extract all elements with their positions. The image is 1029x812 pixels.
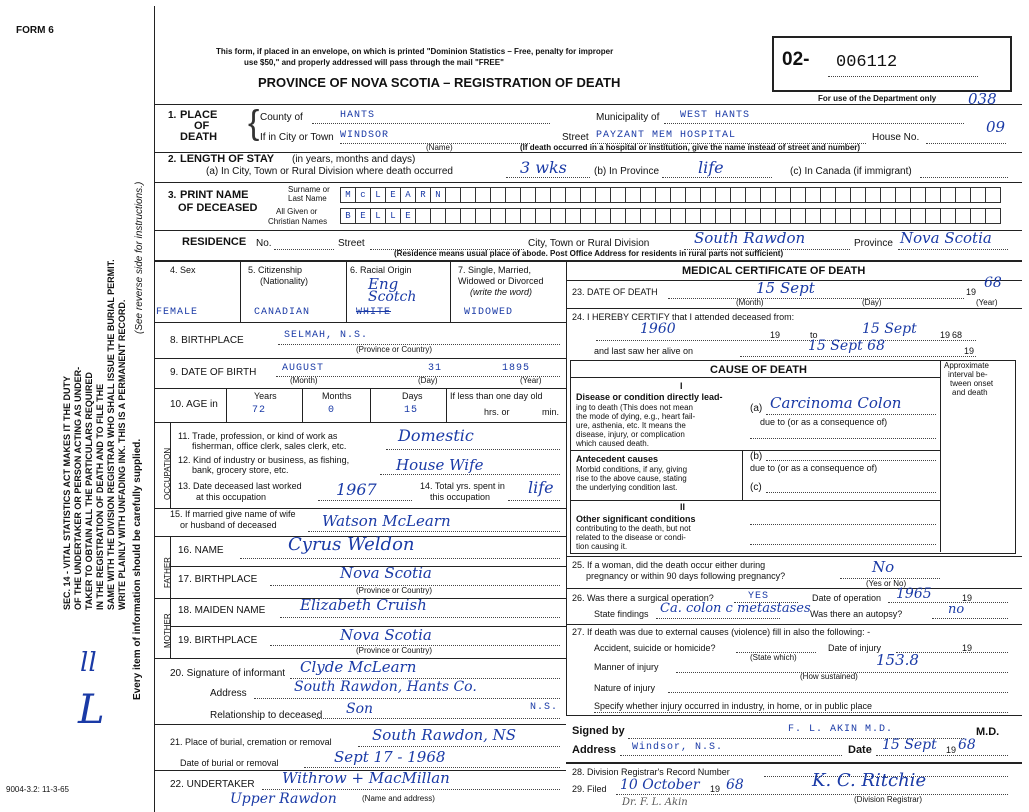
side-line-5: SAME WITH THE DIVISION REGISTRAR WHO SHALL ISSUE THE BURIAL PERMIT.	[106, 259, 116, 610]
other-conditions-label-3: related to the disease or condi-	[576, 533, 686, 542]
due-to-label-1: due to (or as a consequence of)	[760, 417, 888, 427]
direct-cause-label-1: Disease or condition directly lead-	[576, 392, 723, 402]
stay-province-value: life	[698, 158, 724, 177]
place-num: 1.	[168, 110, 177, 121]
certifier-address-value: Windsor, N.S.	[632, 742, 724, 753]
dob-month-caption: (Month)	[290, 376, 318, 385]
interval-label-3: tween onset	[950, 379, 994, 388]
surname-label-2: Last Name	[288, 194, 327, 203]
burial-date-label: Date of burial or removal	[180, 758, 279, 768]
due-to-label-2: due to (or as a consequence of)	[750, 463, 878, 473]
informant-address-label: Address	[210, 688, 247, 699]
father-side-label: FATHER	[163, 557, 172, 588]
marital-label-3: (write the word)	[470, 287, 533, 297]
antecedent-label-3: rise to the above cause, stating	[576, 474, 687, 483]
manner-label: Manner of injury	[594, 662, 659, 672]
registrar-caption: (Division Registrar)	[854, 795, 923, 804]
mail-notice-line1: This form, if placed in an envelope, on which is printed "Dominion Statistics – Free, penalty for improper	[216, 47, 614, 56]
total-years-value: life	[528, 478, 554, 497]
death-month-caption: (Month)	[736, 298, 764, 307]
specify-label: Specify whether injury occurred in industry, in home, or in public place	[594, 701, 872, 711]
burial-place-value: South Rawdon, NS	[372, 726, 517, 744]
margin-mark-1: ll	[80, 648, 97, 678]
side-line-2: OF THE UNDERTAKER OR PERSON ACTING AS UNDER-	[73, 366, 83, 610]
antecedent-label-4: the underlying condition last.	[576, 483, 678, 492]
county-value: HANTS	[340, 110, 376, 121]
racial-hw-2: Scotch	[368, 289, 417, 305]
department-code-1: 038	[968, 90, 997, 108]
cause-a-label: (a)	[750, 403, 763, 414]
margin-rule	[154, 6, 155, 812]
municipality-label: Municipality of	[596, 112, 660, 123]
burial-place-label: 21. Place of burial, cremation or removal	[170, 737, 332, 747]
death-date-label: 23. DATE OF DEATH	[572, 287, 658, 297]
given-char: E	[356, 208, 371, 224]
attendance-from: 1960	[640, 321, 676, 337]
filed-label: 29. Filed	[572, 784, 607, 794]
last-worked-label-1: 13. Date deceased last worked	[178, 481, 302, 491]
residence-city-value: South Rawdon	[694, 229, 806, 247]
racial-hw-1: Eng	[368, 275, 399, 293]
direct-cause-label-2: ing to death (This does not mean	[576, 403, 693, 412]
operation-date-value: 1965	[896, 586, 932, 602]
spouse-label-2: or husband of deceased	[180, 520, 277, 530]
surname-cells	[340, 187, 1001, 203]
father-name-label: 16. NAME	[178, 545, 224, 556]
record-number-label: 28. Division Registrar's Record Number	[572, 767, 730, 777]
part-one-label: I	[680, 381, 683, 391]
citizenship-value: CANADIAN	[254, 307, 311, 318]
father-birthplace-label: 17. BIRTHPLACE	[178, 574, 258, 585]
residence-no-label: No.	[256, 238, 272, 249]
attendance-year-prefix-2: 19	[940, 330, 951, 340]
cause-c-label: (c)	[750, 482, 762, 493]
given-label-2: Christian Names	[268, 217, 328, 226]
total-years-label-1: 14. Total yrs. spent in	[420, 481, 505, 491]
spouse-value: Watson McLearn	[322, 512, 451, 530]
side-line-3: TAKER TO OBTAIN ALL THE PARTICULARS REQUIRED	[84, 372, 94, 610]
pregnancy-label-1: 25. If a woman, did the death occur either during	[572, 560, 766, 570]
father-birthplace-caption: (Province or Country)	[356, 586, 433, 595]
trade-label-1: 11. Trade, profession, or kind of work as	[178, 431, 338, 441]
surname-char: c	[356, 187, 371, 203]
informant-address-value: South Rawdon, Hants Co.	[294, 679, 477, 695]
accident-label: Accident, suicide or homicide?	[594, 643, 716, 653]
city-label: If in City or Town	[260, 132, 334, 143]
total-years-label-2: this occupation	[430, 492, 491, 502]
residence-label: RESIDENCE	[182, 236, 247, 248]
last-seen-label: and last saw her alive on	[594, 346, 694, 356]
antecedent-label-1: Antecedent causes	[576, 454, 659, 464]
dob-label: 9. DATE OF BIRTH	[170, 367, 257, 378]
certifier-year-prefix: 19	[946, 745, 957, 755]
undertaker-address-value: Upper Rawdon	[230, 791, 337, 807]
father-name-value: Cyrus Weldon	[288, 534, 415, 555]
registration-number-box	[772, 36, 1012, 92]
given-char: L	[386, 208, 401, 224]
certifier-date-value: 15 Sept	[882, 737, 937, 753]
last-seen-value: 15 Sept 68	[808, 338, 885, 354]
birthplace-value: SELMAH, N.S.	[284, 330, 369, 341]
age-months-value: 0	[328, 405, 336, 416]
industry-label-1: 12. Kind of industry or business, as fishing,	[178, 455, 350, 465]
attendance-to-year: 68	[952, 330, 963, 340]
last-worked-value: 1967	[336, 480, 377, 499]
filed-year-prefix: 19	[710, 784, 721, 794]
surname-char: L	[371, 187, 386, 203]
direct-cause-label-6: which caused death.	[576, 439, 649, 448]
attendance-label: 24. I HEREBY CERTIFY that I attended deceased from:	[572, 312, 795, 322]
birthplace-label: 8. BIRTHPLACE	[170, 335, 244, 346]
undertaker-caption: (Name and address)	[362, 794, 435, 803]
registrar-signature: K. C. Ritchie	[812, 770, 927, 791]
registration-prefix: 02-	[782, 49, 810, 70]
racial-label: 6. Racial Origin	[350, 265, 412, 275]
surname-char: N	[431, 187, 446, 203]
side-line-4: IN THE REGISTRATION OF DEATH AND TO FILE THE	[95, 383, 105, 610]
nature-label: Nature of injury	[594, 683, 656, 693]
operation-year-prefix: 19	[962, 593, 973, 603]
place-label-3: DEATH	[180, 131, 218, 143]
dob-day: 31	[428, 363, 443, 374]
mother-maiden-value: Elizabeth Cruish	[300, 596, 427, 614]
hospital-note: (If death occurred in a hospital or institution, give the name instead of street and number)	[520, 143, 861, 152]
cause-title: CAUSE OF DEATH	[710, 364, 807, 376]
margin-mark-2: L	[78, 687, 105, 733]
citizenship-label-1: 5. Citizenship	[248, 265, 303, 275]
death-year-value: 68	[984, 275, 1002, 291]
mail-notice-line2: use $50," and properly addressed will pass through the mail "FREE"	[244, 58, 504, 67]
trade-value: Domestic	[398, 426, 474, 445]
findings-label: State findings	[594, 609, 649, 619]
age-days-label: Days	[402, 391, 423, 401]
part-two-label: II	[680, 502, 686, 512]
age-label: 10. AGE in	[170, 399, 218, 410]
registration-number: 006112	[836, 53, 898, 72]
external-causes-label: 27. If death was due to external causes (violence) fill in also the following: -	[572, 627, 871, 637]
deceased-label-2: OF DECEASED	[178, 202, 258, 214]
death-day-value: 15	[756, 279, 776, 297]
side-reverse-note: (See reverse side for instructions.)	[134, 181, 145, 334]
pregnancy-value: No	[872, 558, 895, 576]
direct-cause-label-4: ure, asthenia, etc. It means the	[576, 421, 686, 430]
pregnancy-caption: (Yes or No)	[866, 579, 907, 588]
side-line-6: WRITE PLAINLY WITH UNFADING INK. THIS IS A PERMANENT RECORD.	[117, 299, 127, 610]
age-years-label: Years	[254, 391, 277, 401]
death-day-caption: (Day)	[862, 298, 882, 307]
deceased-label-1: PRINT NAME	[180, 189, 249, 201]
injury-year-prefix: 19	[962, 643, 973, 653]
filed-date-value: 10 October	[620, 777, 700, 793]
street-value: PAYZANT MEM HOSPITAL	[596, 130, 737, 141]
hrs-label: hrs. or	[484, 407, 510, 417]
filed-year-value: 68	[726, 777, 744, 793]
footer-code: 9004-3.2: 11-3-65	[6, 785, 70, 794]
other-conditions-label-4: tion causing it.	[576, 542, 628, 551]
spouse-label-1: 15. If married give name of wife	[170, 509, 296, 519]
stay-canada-label: (c) In Canada (if immigrant)	[790, 166, 912, 177]
how-sustained-caption: (How sustained)	[800, 672, 858, 681]
surname-label-1: Surname or	[288, 185, 330, 194]
marital-label-2: Widowed or Divorced	[458, 276, 544, 286]
injury-date-label: Date of injury	[828, 643, 882, 653]
stay-label: LENGTH OF STAY	[180, 153, 275, 165]
interval-label-1: Approximate	[944, 361, 989, 370]
form-title: PROVINCE OF NOVA SCOTIA – REGISTRATION OF DEATH	[258, 75, 621, 90]
relationship-ns: N.S.	[530, 702, 559, 713]
interval-label-4: and death	[952, 388, 988, 397]
direct-cause-label-3: the mode of dying, e.g., heart fail-	[576, 412, 696, 421]
place-label-1: PLACE	[180, 109, 218, 121]
surname-char: A	[401, 187, 416, 203]
form-number-label: FORM 6	[16, 25, 54, 36]
given-char: B	[341, 208, 356, 224]
side-supply-note: Every item of information should be carefully supplied.	[132, 438, 143, 700]
undertaker-label: 22. UNDERTAKER	[170, 779, 255, 790]
last-seen-year-prefix: 19	[964, 346, 975, 356]
mother-side-label: MOTHER	[163, 613, 172, 648]
pregnancy-label-2: pregnancy or within 90 days following pregnancy?	[586, 571, 786, 581]
given-name-cells	[340, 208, 1001, 224]
sex-label: 4. Sex	[170, 265, 196, 275]
given-char: E	[401, 208, 416, 224]
surname-char: R	[416, 187, 431, 203]
certifier-date-year: 68	[958, 737, 976, 753]
death-registration-form: FORM 6 This form, if placed in an envelope, on which is printed "Dominion Statistics – Free, penalty for improper use $50," and properly addressed will pass through the mail "FREE" PROVINCE OF NOVA SCOTIA – REGISTRATION OF DEATH 02- 006112 For use of the Department only 038 09 SEC. 14 - VITAL STATISTICS ACT MAKES IT THE DUTY OF THE UNDERTAKER OR PERSON ACTING AS UNDER- TAKER TO OBTAIN ALL THE PARTICULARS REQUIRED IN THE REGISTRATION OF DEATH AND TO FILE THE SAME WITH THE DIVISION REGISTRAR WHO SHALL ISSUE THE BURIAL PERMIT. WRITE PLAINLY WITH UNFADING INK. THIS IS A PERMANENT RECORD. Every item of information should be carefully supplied. (See reverse side for instructions.) ll L 9004-3.2: 11-3-65 1. PLACE OF DEATH { County of HANTS Municipality of WEST HANTS If in City or Town WINDSOR (Name) Street PAYZANT MEM HOSPITAL House No. (If death occurred in a hospital or institution, give the name instead of street and number) 2. LENGTH OF STAY (in years, months and days) (a) In City, Town or Rural Division where death occurred 3 wks (b) In Province life (c) In Canada (if immigrant) 3. PRINT NAME OF DECEASED Surname or Last Name M c L E A R N All Given or Christian Names B E L L E RESIDENCE No. Street City, Town or Rural Division South Rawdon Province Nova Scotia (Residence means usual place of abode. Post Office Address for residents in rural parts not sufficient) 4. Sex 5. Citizenship (Nationality) 6. Racial Origin Eng Scotch 7. Single, Married, Widowed or Divorced (write the word) FEMALE CANADIAN WHITE WIDOWED 8. BIRTHPLACE SELMAH, N.S. (Province or Country) 9. DATE OF BIRTH AUGUST 31 1895 (Month) (Day) (Year) 10. AGE in Years Months Days 72 0 15 If less than one day old hrs. or min. OCCUPATION 11. Trade, profession, or kind of work as fisherman, office clerk, sales clerk, etc. Domestic 12. Kind of industry or business, as fishing, bank, grocery store, etc. House Wife 13. Date deceased last worked at this occupation 1967 14. Total yrs. spent in this occupation life 15. If married give name of wife or husband of deceased Watson McLearn FATHER 16. NAME Cyrus Weldon 17. BIRTHPLACE Nova Scotia (Province or Country) MOTHER 18. MAIDEN NAME Elizabeth Cruish 19. BIRTHPLACE Nova Scotia (Province or Country) 20. Signature of informant Clyde McLearn Address South Rawdon, Hants Co. Relationship to deceased Son N.S. 21. Place of burial, cremation or removal South Rawdon, NS Date of burial or removal Sept 17 - 1968 22. UNDERTAKER Withrow + MacMillan Upper Rawdon (Name and address) MEDICAL CERTIFICATE OF DEATH 23. DATE OF DEATH 15 Sept 19 68 (Month) (Day) (Year) 24. I HEREBY CERTIFY that I attended deceased from: 1960 19 to 15 Sept 19 68 and last saw her alive on 15 Sept 68 19 CAUSE OF DEATH Approximate interval be- tween onset and death I Disease or condition directly lead- ing to death (This does not mean the mode of dying, e.g., heart fail- ure, asthenia, etc. It means the disease, injury, or complication which caused death. (a) Carcinoma Colon due to (or as a consequence of) Antecedent causes Morbid conditions, if any, giving rise to the above cause, stating the underlying condition last. (b) due to (or as a consequence of) (c) II Other significant conditions contributing to the death, but not related to the disease or condi- tion causing it. 25. If a woman, did the death occur either during pregnancy or within 90 days following pregnancy? No (Yes or No) 26. Was there a surgical operation? YES Date of operation 1965 19 State findings Ca. colon c metastases Was there an autopsy? no 27. If death was due to external causes (violence) fill in also the following: - Accident, suicide or homicide? (State which) Date of injury 19 Manner of injury 153.8 (How sustained) Nature of injury Specify whether injury occurred in industry, in home, or in public place Signed by F. L. AKIN M.D. M.D. Address Windsor, N.S. Date 15 Sept 19 68 28. Division Registrar's Record Number 29. Filed 10 October 19 68 K. C. Ritchie (Division Registrar) Dr. F. L. Akin	[0, 0, 1029, 812]
city-value: WINDSOR	[340, 130, 390, 141]
surname-char: M	[341, 187, 356, 203]
county-label: County of	[260, 112, 303, 123]
medical-title: MEDICAL CERTIFICATE OF DEATH	[682, 265, 866, 277]
attendance-to: 15 Sept	[862, 321, 917, 337]
department-code-2: 09	[986, 118, 1006, 136]
age-months-label: Months	[322, 391, 352, 401]
mother-maiden-label: 18. MAIDEN NAME	[178, 605, 266, 616]
burial-date-value: Sept 17 - 1968	[334, 748, 446, 766]
surgery-value: YES	[748, 591, 770, 602]
street-label: Street	[562, 132, 589, 143]
mother-birthplace-label: 19. BIRTHPLACE	[178, 635, 258, 646]
stay-paren: (in years, months and days)	[292, 154, 416, 165]
side-instructions	[62, 130, 128, 610]
informant-label: 20. Signature of informant	[170, 668, 286, 679]
department-use-label: For use of the Department only	[818, 94, 937, 103]
stay-province-label: (b) In Province	[594, 166, 660, 177]
dob-day-caption: (Day)	[418, 376, 438, 385]
death-year-prefix: 19	[966, 287, 977, 297]
name-caption: (Name)	[426, 143, 453, 152]
less-than-day-label: If less than one day old	[450, 391, 543, 401]
undertaker-value: Withrow + MacMillan	[282, 769, 450, 787]
age-days-value: 15	[404, 405, 419, 416]
last-worked-label-2: at this occupation	[196, 492, 267, 502]
place-label-2: OF	[194, 120, 210, 132]
other-conditions-label-1: Other significant conditions	[576, 514, 696, 524]
state-which-caption: (State which)	[750, 653, 797, 662]
marital-label-1: 7. Single, Married,	[458, 265, 532, 275]
findings-value: Ca. colon c metastases	[660, 601, 811, 616]
occupation-side-label: OCCUPATION	[163, 447, 172, 500]
other-conditions-label-2: contributing to the death, but not	[576, 524, 691, 533]
signed-by-value: F. L. AKIN M.D.	[788, 724, 894, 735]
doctor-stamp: Dr. F. L. Akin	[622, 797, 688, 808]
autopsy-label: Was there an autopsy?	[810, 609, 903, 619]
residence-province-value: Nova Scotia	[900, 229, 992, 247]
relationship-value: Son	[346, 701, 374, 717]
residence-province-label: Province	[854, 238, 893, 249]
informant-value: Clyde McLearn	[300, 658, 417, 676]
dob-month: AUGUST	[282, 363, 325, 374]
municipality-value: WEST HANTS	[680, 110, 751, 121]
residence-note: (Residence means usual place of abode. Post Office Address for residents in rural parts not sufficient)	[394, 249, 784, 258]
racial-original-value: WHITE	[356, 307, 392, 318]
attendance-to-label: to	[810, 330, 818, 340]
citizenship-label-2: (Nationality)	[260, 276, 309, 286]
stay-city-label: (a) In City, Town or Rural Division where death occurred	[206, 166, 453, 177]
trade-label-2: fisherman, office clerk, sales clerk, etc.	[192, 441, 347, 451]
father-birthplace-value: Nova Scotia	[340, 564, 432, 582]
side-line-1: SEC. 14 - VITAL STATISTICS ACT MAKES IT THE DUTY	[62, 375, 72, 610]
surgery-label: 26. Was there a surgical operation?	[572, 593, 714, 603]
min-label: min.	[542, 407, 560, 417]
residence-street-label: Street	[338, 238, 365, 249]
sex-value: FEMALE	[156, 307, 199, 318]
age-years-value: 72	[252, 405, 267, 416]
direct-cause-label-5: disease, injury, or complication	[576, 430, 685, 439]
given-char: L	[371, 208, 386, 224]
md-label: M.D.	[976, 726, 1000, 738]
certifier-address-label: Address	[572, 744, 617, 756]
autopsy-value: no	[948, 602, 965, 617]
death-month-value: Sept	[780, 279, 815, 297]
residence-city-label: City, Town or Rural Division	[528, 238, 650, 249]
given-label-1: All Given or	[276, 207, 318, 216]
stay-city-value: 3 wks	[520, 158, 567, 177]
attendance-year-prefix-1: 19	[770, 330, 781, 340]
dob-year-caption: (Year)	[520, 376, 542, 385]
deceased-num: 3.	[168, 190, 177, 201]
mother-birthplace-caption: (Province or Country)	[356, 646, 433, 655]
relationship-label: Relationship to deceased	[210, 710, 323, 721]
mother-birthplace-value: Nova Scotia	[340, 626, 432, 644]
house-no-label: House No.	[872, 132, 920, 143]
industry-value: House Wife	[396, 456, 484, 474]
certifier-date-label: Date	[848, 744, 872, 756]
cause-b-label: (b)	[750, 451, 763, 462]
dob-year: 1895	[502, 363, 531, 374]
stay-num: 2.	[168, 154, 177, 165]
operation-date-label: Date of operation	[812, 593, 882, 603]
signed-by-label: Signed by	[572, 725, 625, 737]
interval-label-2: interval be-	[948, 370, 988, 379]
industry-label-2: bank, grocery store, etc.	[192, 465, 289, 475]
antecedent-label-2: Morbid conditions, if any, giving	[576, 465, 688, 474]
surname-char: E	[386, 187, 401, 203]
injury-date-value: 153.8	[876, 651, 919, 669]
death-year-caption: (Year)	[976, 298, 998, 307]
marital-value: WIDOWED	[464, 307, 514, 318]
birthplace-caption: (Province or Country)	[356, 345, 433, 354]
cause-a-value: Carcinoma Colon	[770, 394, 902, 412]
